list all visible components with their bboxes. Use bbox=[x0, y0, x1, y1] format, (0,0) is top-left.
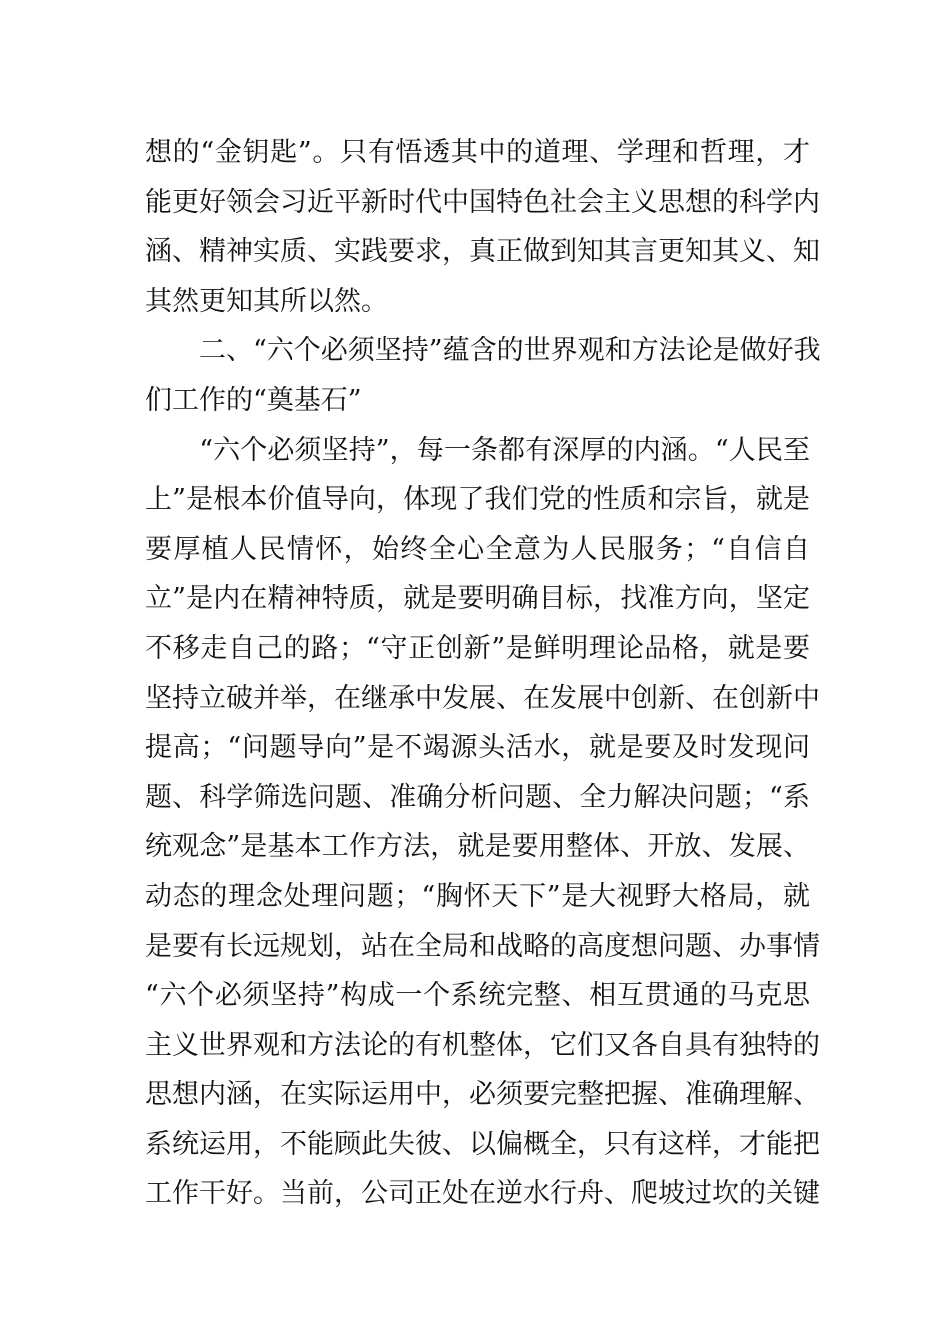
text-line: 统观念”是基本工作方法，就是要用整体、开放、发展、 bbox=[145, 831, 810, 863]
text-line: 不移走自己的路；“守正创新”是鲜明理论品格，就是要 bbox=[145, 632, 810, 664]
text-line: 题、科学筛选问题、准确分析问题、全力解决问题；“系 bbox=[145, 781, 810, 813]
text-line: 系统运用，不能顾此失彼、以偏概全，只有这样，才能把 bbox=[145, 1128, 820, 1160]
section-heading-line: 二、“六个必须坚持”蕴含的世界观和方法论是做好我 bbox=[145, 335, 821, 367]
text-line: 是要有长远规划，站在全局和战略的高度想问题、办事情 bbox=[145, 930, 820, 962]
text-line: 其然更知其所以然。 bbox=[145, 285, 388, 317]
text-line: 要厚植人民情怀，始终全心全意为人民服务；“自信自 bbox=[145, 533, 810, 565]
text-line: “六个必须坚持”，每一条都有深厚的内涵。“人民至 bbox=[145, 434, 810, 466]
text-line: 能更好领会习近平新时代中国特色社会主义思想的科学内 bbox=[145, 186, 820, 218]
text-line: 动态的理念处理问题；“胸怀天下”是大视野大格局，就 bbox=[145, 880, 810, 912]
text-line: 上”是根本价值导向，体现了我们党的性质和宗旨，就是 bbox=[145, 484, 810, 516]
text-line: 涵、精神实质、实践要求，真正做到知其言更知其义、知 bbox=[145, 236, 820, 268]
body-text bbox=[145, 128, 821, 1219]
section-heading-line: 们工作的“奠基石” bbox=[145, 384, 362, 416]
text-line: 想的“金钥匙”。只有悟透其中的道理、学理和哲理，才 bbox=[145, 137, 810, 168]
text-line: 立”是内在精神特质，就是要明确目标，找准方向，坚定 bbox=[145, 583, 810, 615]
text-line: 主义世界观和方法论的有机整体，它们又各自具有独特的 bbox=[145, 1029, 820, 1061]
text-line: 坚持立破并举，在继承中发展、在发展中创新、在创新中 bbox=[145, 682, 820, 714]
text-line: 思想内涵，在实际运用中，必须要完整把握、准确理解、 bbox=[145, 1079, 820, 1111]
text-line: “六个必须坚持”构成一个系统完整、相互贯通的马克思 bbox=[145, 980, 810, 1012]
text-line: 工作干好。当前，公司正处在逆水行舟、爬坡过坎的关键 bbox=[145, 1178, 820, 1210]
text-line: 提高；“问题导向”是不竭源头活水，就是要及时发现问 bbox=[145, 732, 810, 764]
